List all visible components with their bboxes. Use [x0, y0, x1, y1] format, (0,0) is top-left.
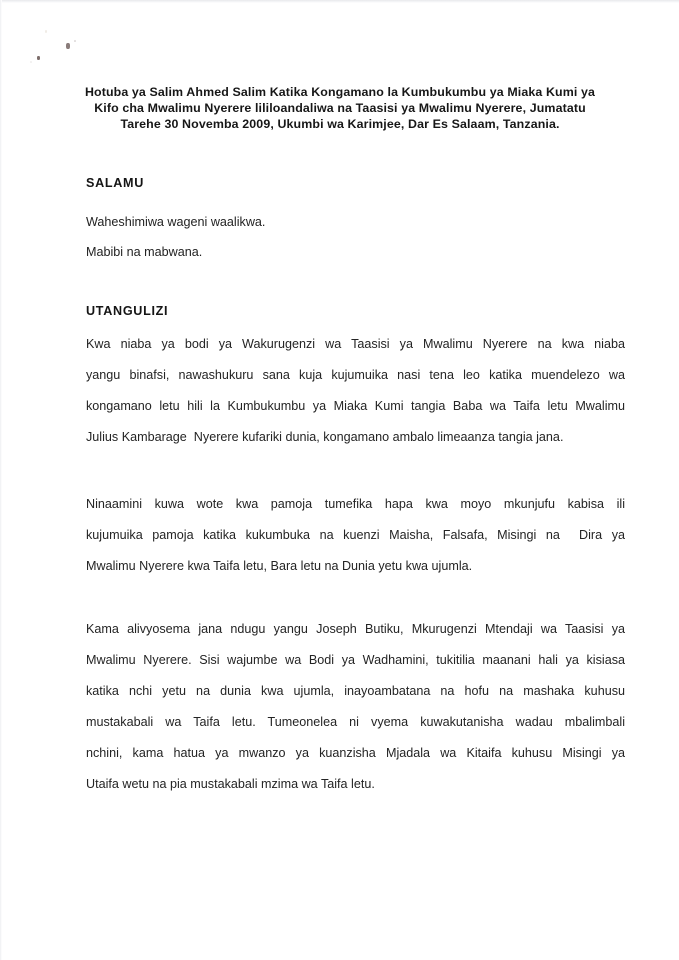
scan-speckle: [30, 61, 32, 63]
scan-edge-left: [0, 0, 2, 960]
paragraph-line: Mwalimu Nyerere kwa Taifa letu, Bara letu na Dunia yetu kwa ujumla.: [86, 559, 473, 573]
document-title-line: Kumi ya Kifo cha Mwalimu Nyerere lililoandaliwa na Taasisi ya Mwalimu Nyerere,: [94, 85, 596, 116]
paragraph-line: nchini, kama hatua ya mwanzo ya kuanzisha Mjadala wa Kitaifa kuhusu Misingi ya: [86, 746, 625, 760]
salutation-line: Mabibi na mabwana.: [86, 245, 203, 259]
paragraph-line: mustakabali wa Taifa letu. Tumeonelea ni vyema kuwakutanisha wadau mbalimbali: [86, 715, 625, 729]
salutation-line: Waheshimiwa wageni waalikwa.: [86, 215, 266, 229]
section-heading-utangulizi: UTANGULIZI: [86, 304, 169, 318]
paragraph-line: yangu binafsi, nawashukuru sana kuja kujumuika nasi tena leo katika muendelezo wa: [86, 368, 625, 382]
body-paragraph-1: [86, 329, 625, 453]
document-title-line: Hotuba ya Salim Ahmed Salim Katika Kongamano la Kumbukumbu ya Miaka: [84, 85, 543, 99]
scan-speckle: [74, 40, 76, 42]
paragraph-line: Kama alivyosema jana ndugu yangu Joseph Butiku, Mkurugenzi Mtendaji wa Taasisi ya: [86, 622, 625, 636]
paragraph-line: kongamano letu hili la Kumbukumbu ya Miaka Kumi tangia Baba wa Taifa letu Mwalimu: [86, 399, 625, 413]
paragraph-line: katika nchi yetu na dunia kwa ujumla, inayoambatana na hofu na mashaka kuhusu: [86, 684, 625, 698]
paragraph-line: Ninaamini kuwa wote kwa pamoja tumefika hapa kwa moyo mkunjufu kabisa ili: [86, 497, 625, 511]
scan-speckle: [66, 43, 70, 49]
body-paragraph-3: [86, 614, 625, 800]
scan-speckle: [45, 30, 47, 33]
paragraph-line: Utaifa wetu na pia mustakabali mzima wa Taifa letu.: [86, 777, 375, 791]
document-title: [84, 84, 596, 133]
paragraph-line: Julius Kambarage Nyerere kufariki dunia, kongamano ambalo limeaanza tangia jana.: [86, 430, 564, 444]
paragraph-line: Kwa niaba ya bodi ya Wakurugenzi wa Taasisi ya Mwalimu Nyerere na kwa niaba: [86, 337, 625, 351]
body-paragraph-2: [86, 489, 625, 582]
scan-edge-top: [0, 0, 679, 3]
document-title-line: Jumatatu Tarehe 30 Novemba 2009, Ukumbi wa Karimjee, Dar Es Salaam,: [120, 101, 586, 132]
paragraph-line: Mwalimu Nyerere. Sisi wajumbe wa Bodi ya Wadhamini, tukitilia maanani hali ya kisiasa: [86, 653, 625, 667]
paragraph-line: kujumuika pamoja katika kukumbuka na kuenzi Maisha, Falsafa, Misingi na Dira ya: [86, 528, 625, 542]
scan-speckle: [37, 56, 40, 60]
section-heading-salamu: SALAMU: [86, 176, 145, 190]
document-title-line: Tanzania.: [502, 117, 560, 132]
